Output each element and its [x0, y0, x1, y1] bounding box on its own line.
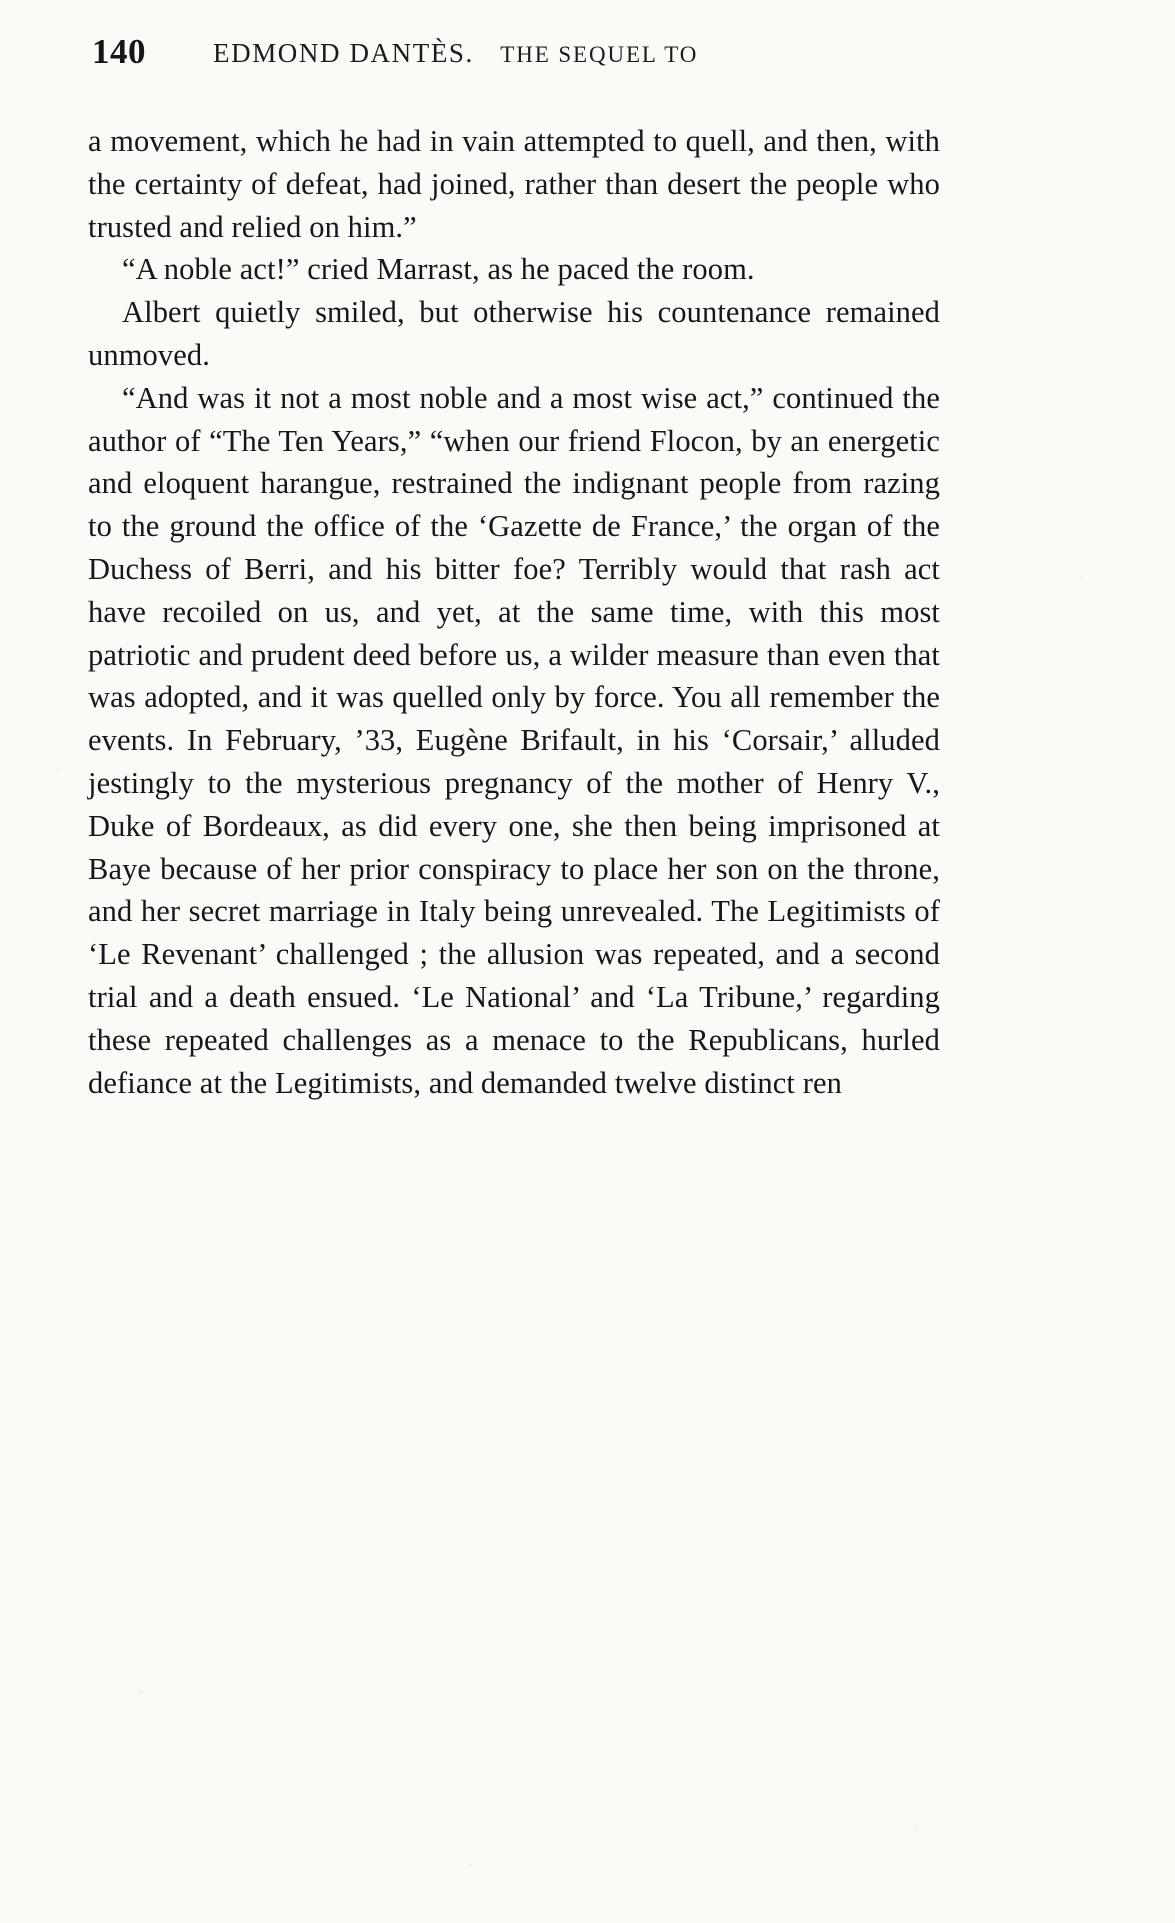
paragraph: “And was it not a most noble and a most wise act,” continued the author of “The Ten Years,” “when our friend Flocon, by an energetic and eloquent harangue, restrained the indignant people from razing to the ground the office of the ‘Gazette de France,’ the organ of the Duchess of Berri, and his bitter foe? Terribly would that rash act have recoiled on us, and yet, at the same time, with this most patriotic and prudent deed before us, a wilder measure than even that was adopted, and it was quelled only by force. You all remember the events. In February, ’33, Eugène Brifault, in his ‘Corsair,’ alluded jestingly to the mysterious pregnancy of the mother of Henry V., Duke of Bordeaux, as did every one, she then being imprisoned at Baye because of her prior conspiracy to place her son on the throne, and her secret marriage in Italy being unrevealed. The Legitimists of ‘Le Revenant’ challenged ; the allusion was repeated, and a second trial and a death ensued. ‘Le National’ and ‘La Tribune,’ regarding these repeated challenges as a menace to the Republicans, hurled defiance at the Legitimists, and demanded twelve distinct ren	[88, 380, 940, 1100]
running-head	[0, 22, 1175, 78]
running-head-title	[213, 38, 698, 69]
paragraph: a movement, which he had in vain attempted to quell, and then, with the certainty of defeat, had joined, rather than desert the people who trusted and relied on him.”	[88, 124, 940, 244]
running-head-main: EDMOND DANTÈS.	[213, 38, 474, 68]
paragraph: “A noble act!” cried Marrast, as he paced the room.	[122, 252, 755, 287]
page-body	[88, 120, 940, 1104]
page-number: 140	[92, 32, 146, 71]
paragraph: Albert quietly smiled, but otherwise his countenance remained unmoved.	[88, 295, 940, 372]
running-head-sub: THE SEQUEL TO	[500, 42, 699, 67]
